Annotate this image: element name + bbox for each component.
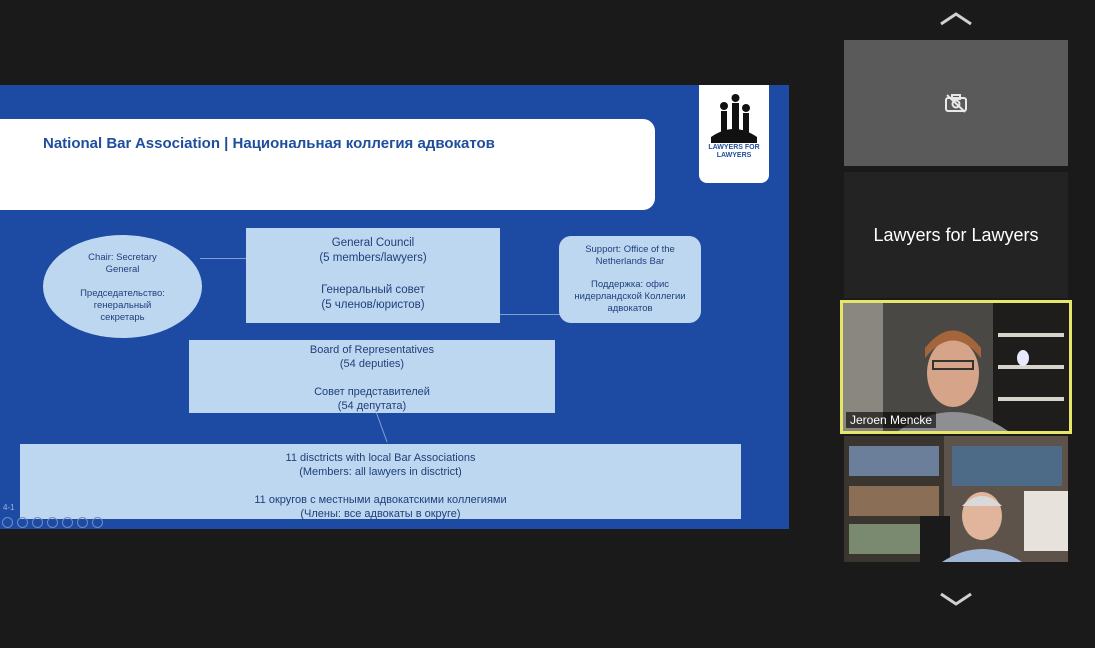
chair-en-line2: General xyxy=(105,264,140,275)
support-box xyxy=(559,236,701,323)
participant-name-label: Lawyers for Lawyers xyxy=(873,224,1039,245)
board-en-line2: (54 deputies) xyxy=(339,358,405,370)
chair-ru-line1: Председательство: xyxy=(80,288,165,299)
participant-video-image xyxy=(844,436,1068,562)
general-council-ru-line2: (5 членов/юристов) xyxy=(321,299,425,311)
districts-en-line1: 11 disctricts with local Bar Associations xyxy=(285,452,476,464)
participant-video-tile[interactable] xyxy=(844,436,1068,562)
chair-ru-line2: генеральный xyxy=(93,300,152,311)
slide-title: National Bar Association | Национальная коллегия адвокатов xyxy=(43,135,495,152)
lawyers-for-lawyers-logo xyxy=(699,85,769,183)
support-ru-line1: Поддержка: офис xyxy=(591,279,669,290)
chevron-down-icon[interactable] xyxy=(938,590,974,608)
districts-ru-line2: (Члены: все адвокаты в округе) xyxy=(300,508,461,520)
subtitles-icon[interactable] xyxy=(77,517,88,528)
support-en-line1: Support: Office of the xyxy=(585,244,675,255)
next-slide-icon[interactable] xyxy=(17,517,28,528)
connector-line xyxy=(376,413,388,442)
districts-en-line2: (Members: all lawyers in disctrict) xyxy=(299,466,462,478)
chair-ru-line3: секретарь xyxy=(100,312,145,323)
pen-icon[interactable] xyxy=(32,517,43,528)
shared-slide xyxy=(0,85,789,529)
logo-text-line2: LAWYERS xyxy=(716,152,752,159)
board-ru-line2: (54 депутата) xyxy=(337,400,407,412)
general-council-en-line1: General Council xyxy=(331,237,415,249)
chair-en-line1: Chair: Secretary xyxy=(88,252,157,263)
participant-tile-name-only[interactable] xyxy=(844,172,1068,298)
board-ru-line1: Совет представителей xyxy=(314,386,430,398)
districts-box xyxy=(20,444,741,519)
support-ru-line3: адвокатов xyxy=(607,303,653,314)
slide-controls[interactable] xyxy=(2,517,103,528)
camera-off-icon xyxy=(944,93,968,113)
general-council-ru-line1: Генеральный совет xyxy=(321,284,425,296)
support-ru-line2: нидерландской Коллегии xyxy=(574,291,686,302)
speaker-name-tag: Jeroen Mencke xyxy=(846,412,936,428)
zoom-icon[interactable] xyxy=(62,517,73,528)
logo-text-line1: LAWYERS FOR xyxy=(708,144,760,151)
pages-icon[interactable] xyxy=(47,517,58,528)
general-council-box xyxy=(246,228,500,323)
slide-title-box xyxy=(0,119,655,210)
board-en-line1: Board of Representatives xyxy=(309,344,435,356)
support-en-line2: Netherlands Bar xyxy=(595,256,665,267)
participant-tile-camera-off[interactable] xyxy=(844,40,1068,166)
chevron-up-icon[interactable] xyxy=(938,10,974,28)
more-options-icon[interactable] xyxy=(92,517,103,528)
previous-slide-icon[interactable] xyxy=(2,517,13,528)
districts-ru-line1: 11 округов с местными адвокатскими коллегиями xyxy=(254,494,507,506)
board-of-representatives-box xyxy=(189,340,555,413)
chair-ellipse xyxy=(43,235,202,338)
general-council-en-line2: (5 members/lawyers) xyxy=(319,252,427,264)
active-speaker-video-tile[interactable] xyxy=(840,300,1072,434)
slide-page-number: 4-1 xyxy=(3,503,15,512)
